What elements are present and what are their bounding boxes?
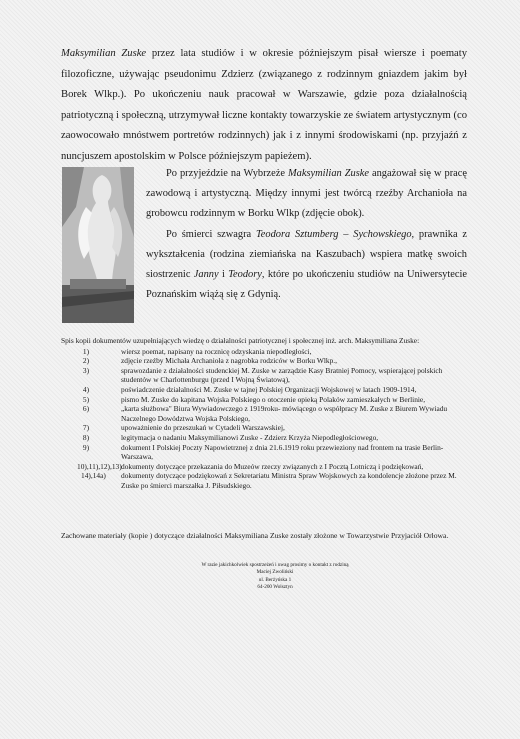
contact-city: 64-200 Wolsztyn	[257, 584, 293, 591]
item-text: „karta służbowa" Biura Wywiadowczego z 1919roku- mówiącego o współpracy M. Zuske z Biurem Wywiadu Naczelnego Dowództwa Wojska Polskiego,	[121, 404, 448, 423]
documents-section	[61, 336, 467, 491]
item-text: dokument I Polskiej Poczty Napowietrznej z dnia 21.6.1919 roku przewieziony nad frontem na trasie Berlin-Warszawa,	[121, 442, 444, 462]
right-paragraph-1: Po przyjeździe na Wybrzeże Maksymilian Zuske angażował się w pracę zawodową i artystyczną. Między innymi jest twórcą rzeźby Archanioła na grobowcu rodzinnym w Borku Wlkp (zdjęcie obok).	[146, 168, 467, 220]
person-name: Maksymilian Zuske	[288, 168, 369, 179]
archive-note: Zachowane materiały (kopie ) dotyczące działalności Maksymiliana Zuske zostały złożone w Towarzystwie Przyjaciół Orłowa.	[61, 531, 449, 540]
document-list-item	[61, 395, 467, 405]
contact-street: ul. Berżyńska 1	[258, 576, 292, 583]
item-number: 6)	[82, 404, 90, 414]
document-list-item	[61, 423, 467, 433]
item-text: sprawozdanie z działalności studenckiej M. Zuske w zarządzie Kasy Bratniej Pomocy, wspierającej polskich studentów w Charlottenburgu (przed I Wojną Światową),	[121, 365, 443, 385]
item-number: 4)	[82, 384, 90, 394]
document-list-item	[61, 356, 467, 366]
item-number: 14),14a)	[81, 471, 106, 481]
documents-list	[61, 347, 467, 491]
contact-name: Maciej Zwoliński	[256, 569, 294, 576]
item-text: upoważnienie do przeszukań w Cytadeli Warszawskiej,	[121, 423, 285, 433]
contact-block	[200, 562, 350, 592]
documents-lead: Spis kopii dokumentów uzupełniających wiedzę o działalności patriotycznej i społecznej inż. arch. Maksymiliana Zuske:	[61, 336, 420, 345]
document-list-item	[61, 462, 467, 472]
right-paragraph-2: Po śmierci szwagra Teodora Sztumberg – Sychowskiego, prawnika z wykształcenia (rodzina ziemiańska na Kaszubach) wspiera matkę swoich siostrzenic Janny i Teodory, które po ukończeniu studiów na Uniwersytecie Poznańskim wiążą się z Gdynią.	[146, 228, 467, 301]
intro-text: przez lata studiów i w okresie późniejszym pisał wiersze i poematy filozoficzne, używając pseudonimu Zdzierz (związanego z rodzinnym gniazdem jakim był Borek Wlkp.). Po ukończeniu nauk pracował w Warszawie, gdzie poza działalnością patriotyczną i społeczną, utrzymywał liczne kontakty towarzyskie ze światem artystycznym (co zaowocowało mnóstwem portretów rodzinnych) jak i z innymi środowiskami (np. przyjaźń z nuncjuszem apostolskim w Polsce późniejszym papieżem).	[61, 48, 467, 162]
item-text: poświadczenie działalności M. Zuske w tajnej Polskiej Organizacji Wojskowej w latach 1909-1914,	[121, 384, 417, 394]
right-column-text	[146, 164, 467, 305]
item-text: zdjęcie rzeźby Michała Archanioła z nagrobka rodziców w Borku Wlkp.,	[121, 356, 337, 366]
item-number: 2)	[82, 356, 90, 366]
item-number: 10),11),12),13)	[77, 461, 122, 471]
item-number: 1)	[82, 346, 90, 356]
item-number: 9)	[82, 442, 90, 452]
item-number: 8)	[82, 432, 90, 442]
item-text: dokumenty dotyczące przekazania do Muzeów rzeczy związanych z I Pocztą Lotniczą i podziękowań,	[121, 461, 424, 471]
niece-name: Teodory	[228, 269, 262, 281]
item-number: 3)	[82, 365, 90, 375]
document-list-item	[61, 443, 467, 462]
intro-paragraph	[61, 44, 467, 168]
item-text: legitymacja o nadaniu Maksymilianowi Zuske - Zdzierz Krzyża Niepodległościowego,	[121, 432, 379, 442]
item-number: 5)	[82, 394, 90, 404]
angel-sculpture-photo	[62, 167, 134, 323]
person-name: Teodora Sztumberg – Sychowskiego	[255, 228, 412, 240]
document-list-item	[61, 404, 467, 423]
niece-name: Janny	[193, 269, 219, 281]
item-text: pismo M. Zuske do kapitana Wojska Polskiego o otoczenie opieką Polaków zamieszkałych w Berlinie,	[121, 394, 426, 404]
document-list-item	[61, 366, 467, 385]
person-name: Maksymilian Zuske	[61, 48, 147, 59]
document-list-item	[61, 471, 467, 490]
item-number: 7)	[82, 423, 90, 433]
item-text: wiersz poemat, napisany na rocznicę odzyskania niepodległości,	[121, 346, 312, 356]
document-list-item	[61, 433, 467, 443]
item-text: dokumenty dotyczące podziękowań z Sekretariatu Ministra Spraw Wojskowych za kondolencje złożone przez M. Zuske po śmierci marszałka J. Piłsudskiego.	[121, 471, 457, 490]
contact-line: W razie jakichkolwiek spostrzeżeń i uwag prosimy o kontakt z rodziną	[201, 562, 349, 568]
document-list-item	[61, 385, 467, 395]
document-list-item	[61, 347, 467, 357]
